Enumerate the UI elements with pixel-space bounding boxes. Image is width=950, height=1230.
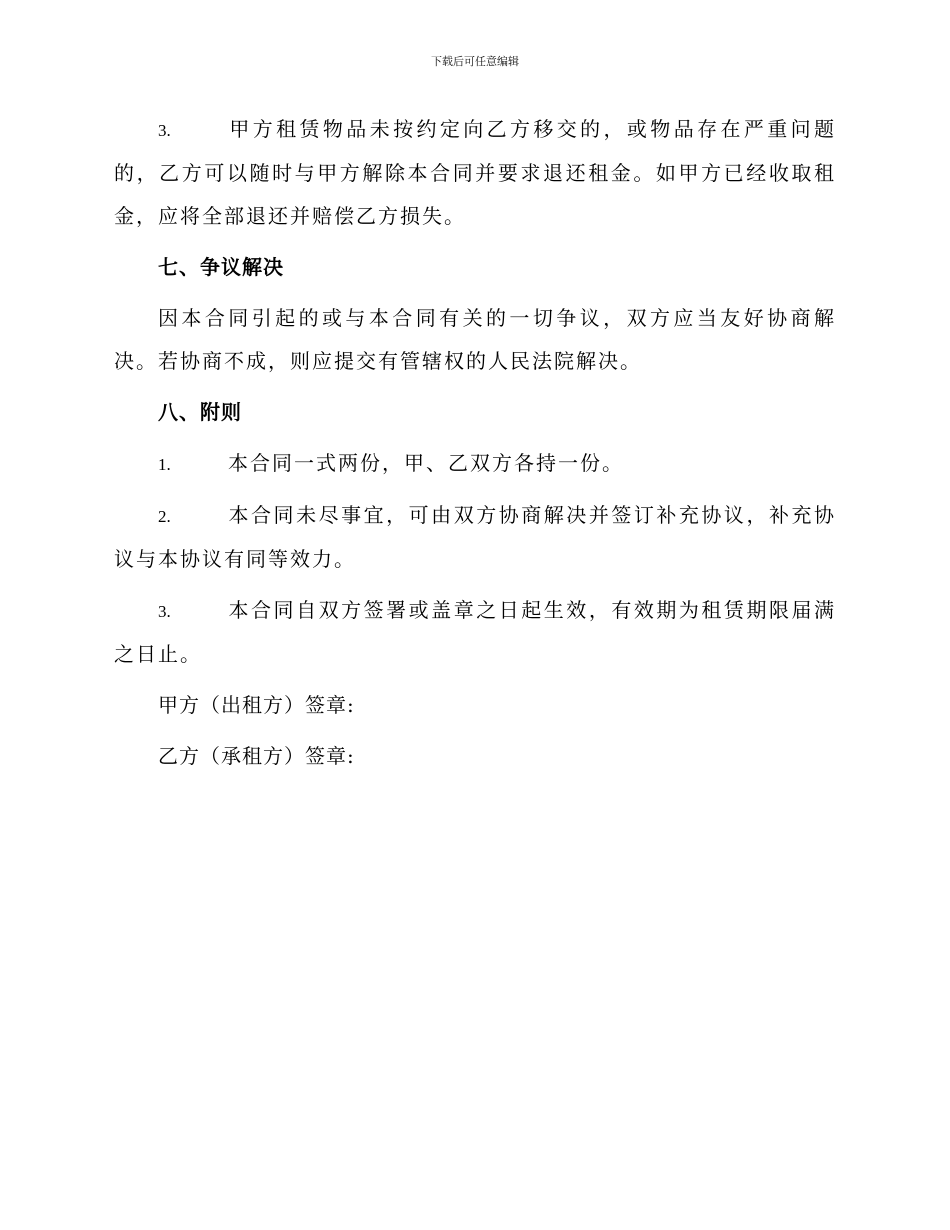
clause-number: 2.: [158, 507, 171, 526]
clause-number: 3.: [158, 121, 171, 140]
clause-6-3: [114, 108, 836, 238]
section-heading-supplementary: 八、附则: [158, 400, 242, 424]
clause-8-1: [114, 442, 836, 486]
spacer: [114, 289, 836, 297]
spacer: [114, 238, 836, 246]
spacer: [114, 676, 836, 684]
spacer: [114, 727, 836, 735]
dispute-paragraph: 因本合同引起的或与本合同有关的一切争议，双方应当友好协商解决。若协商不成，则应提交有管辖权的人民法院解决。: [114, 306, 836, 373]
section-heading-dispute: 七、争议解决: [158, 255, 284, 279]
clause-8-3: [114, 589, 836, 676]
clause-number: 3.: [158, 602, 171, 621]
header-note: 下载后可任意编辑: [431, 55, 519, 68]
clause-text: 甲方租赁物品未按约定向乙方移交的，或物品存在严重问题的，乙方可以随时与甲方解除本合同并要求退还租金。如甲方已经收取租金，应将全部退还并赔偿乙方损失。: [114, 117, 836, 228]
clause-text: 本合同一式两份，甲、乙双方各持一份。: [228, 451, 624, 475]
document-body: [114, 108, 836, 778]
spacer: [114, 581, 836, 589]
signature-party-b: 乙方（承租方）签章:: [158, 744, 355, 768]
spacer: [114, 434, 836, 442]
clause-text: 本合同自双方签署或盖章之日起生效，有效期为租赁期限届满之日止。: [114, 598, 836, 666]
clause-number: 1.: [158, 455, 171, 474]
spacer: [114, 486, 836, 494]
clause-text: 本合同未尽事宜，可由双方协商解决并签订补充协议，补充协议与本协议有同等效力。: [114, 503, 836, 571]
spacer: [114, 383, 836, 391]
clause-8-2: [114, 494, 836, 581]
signature-party-a: 甲方（出租方）签章:: [158, 693, 355, 717]
